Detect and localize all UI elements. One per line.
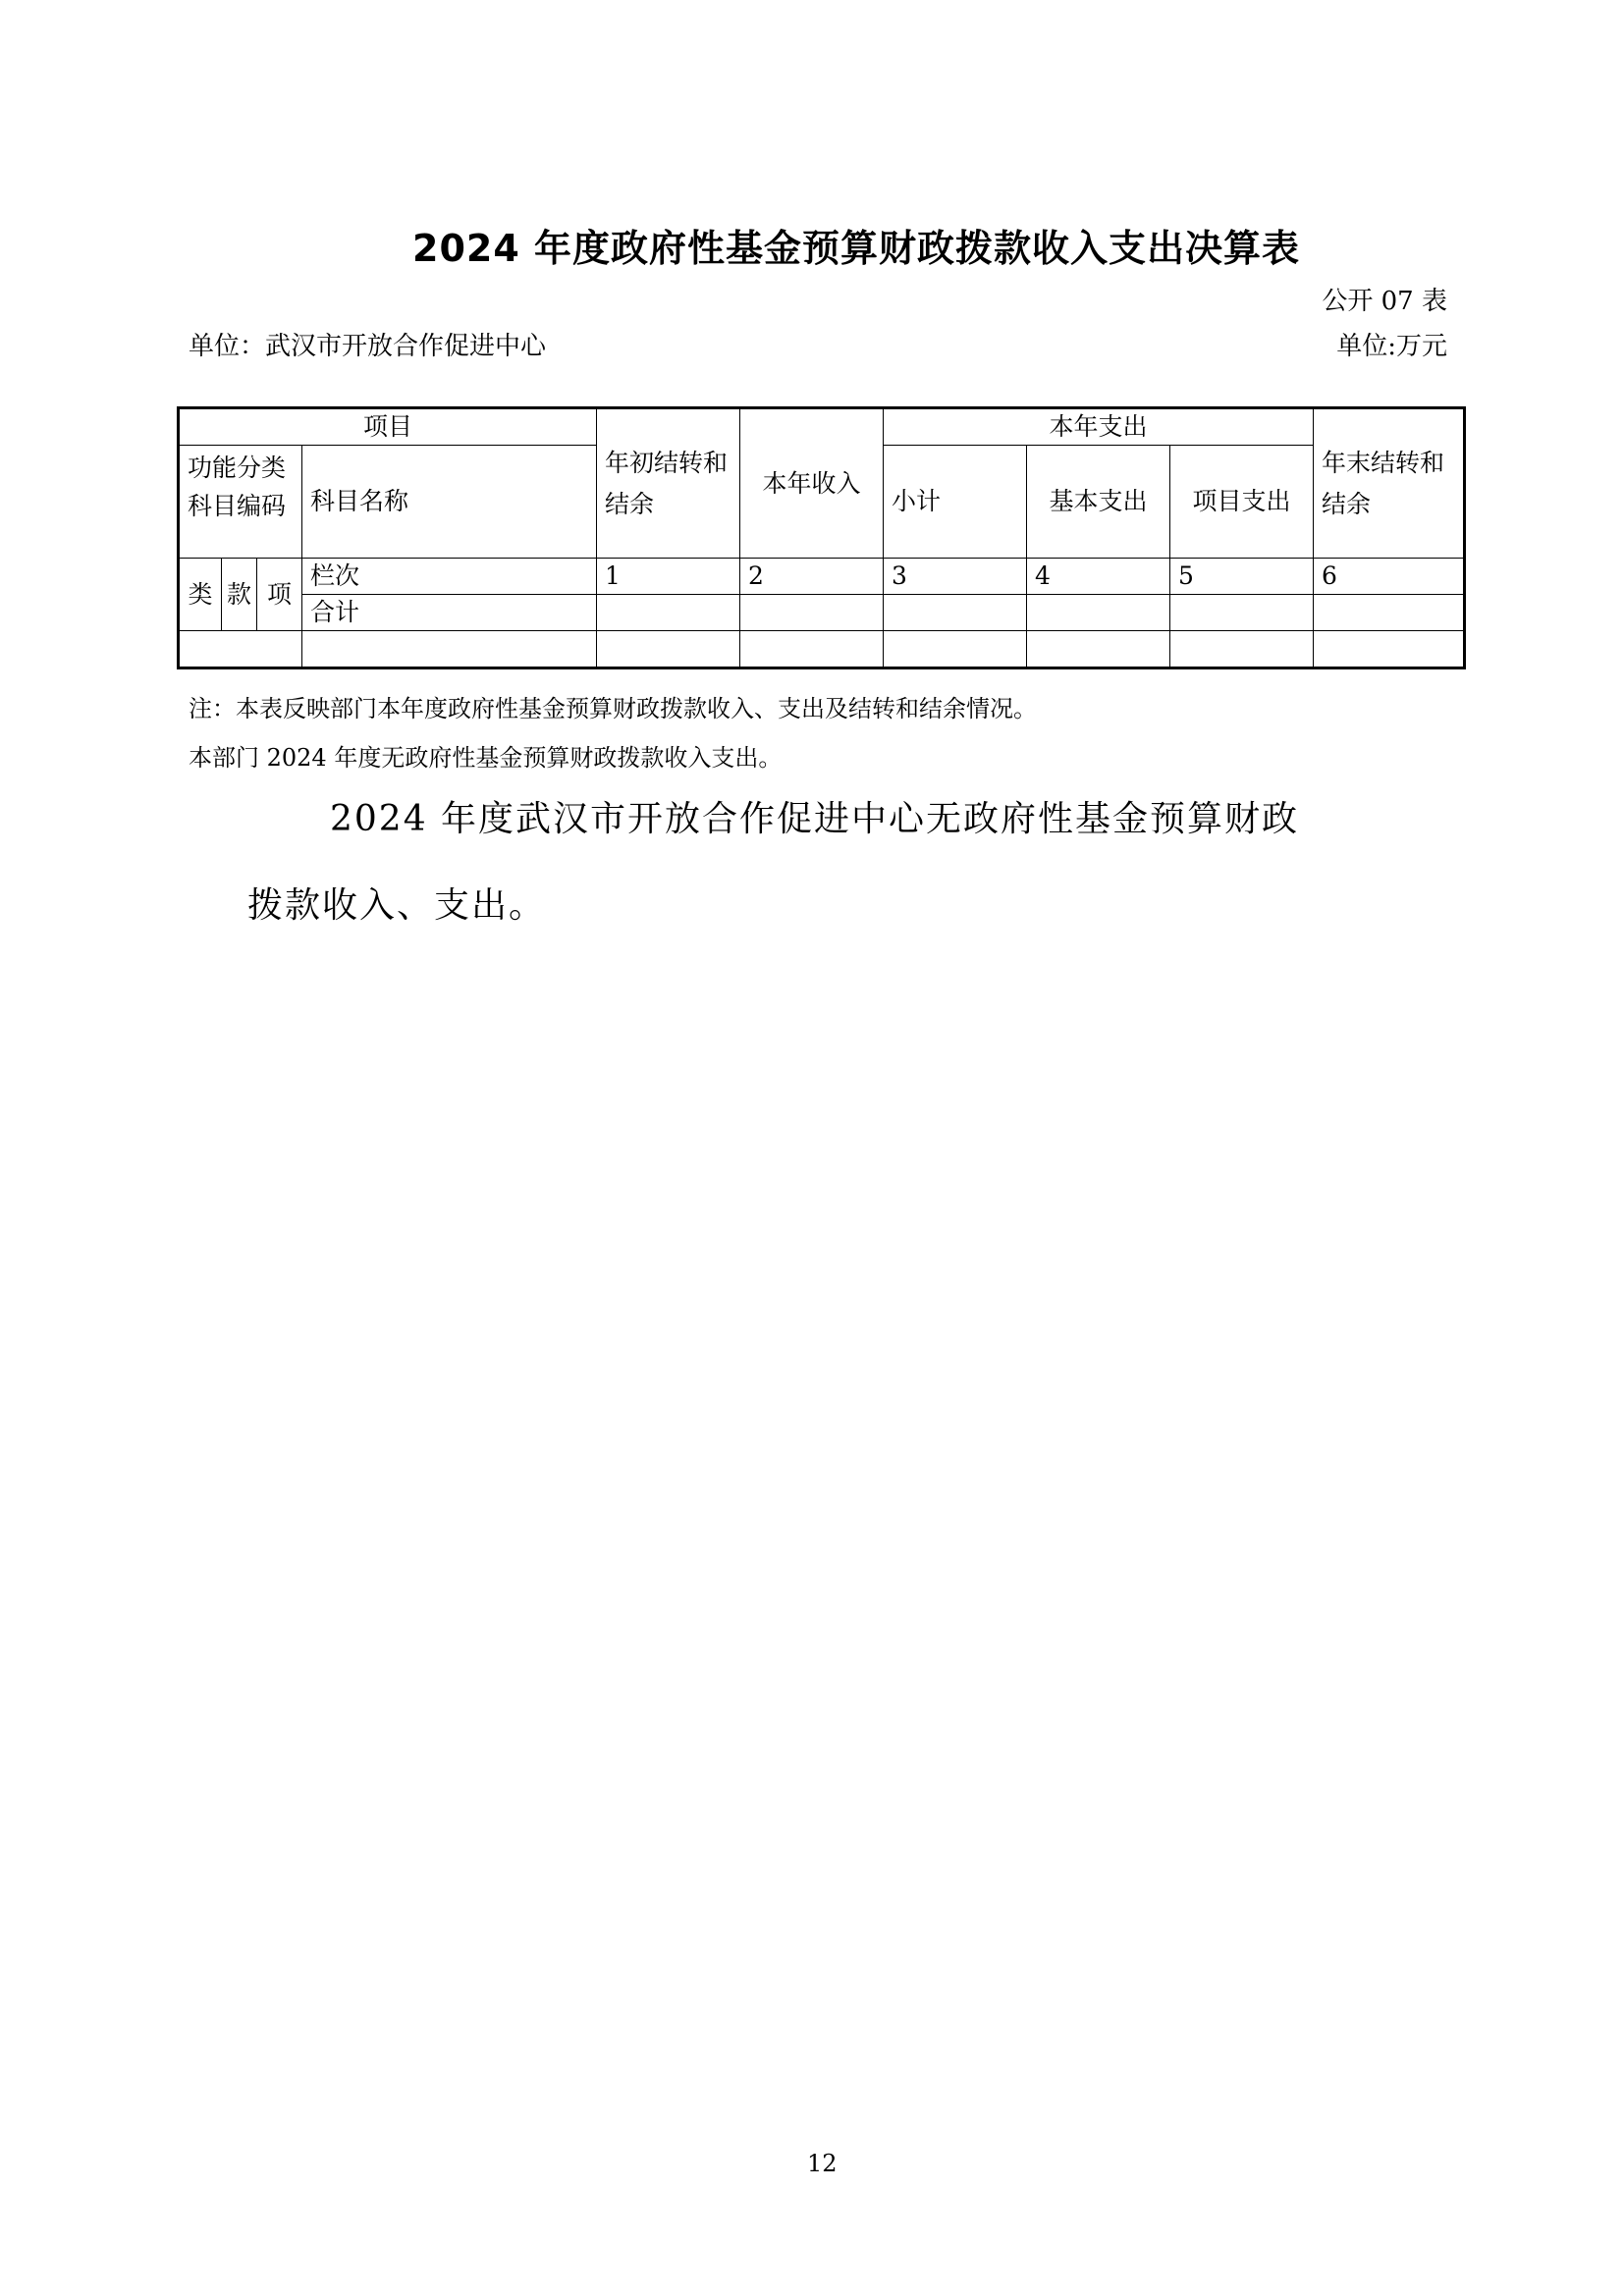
- total-label: 合计: [302, 595, 597, 631]
- row-index-label: 栏次: [302, 559, 597, 595]
- header-kuan: 款: [222, 559, 257, 631]
- row-index-cell: 1: [597, 559, 740, 595]
- empty-cell: [1314, 631, 1465, 668]
- total-cell: [1314, 595, 1465, 631]
- document-title: 2024 年度政府性基金预算财政拨款收入支出决算表: [412, 227, 1300, 270]
- total-cell: [740, 595, 884, 631]
- header-carryover-begin: 年初结转和结余: [597, 408, 740, 559]
- table-index-row: [179, 559, 1465, 595]
- empty-cell: [597, 631, 740, 668]
- row-index-cell: 3: [884, 559, 1027, 595]
- form-number: 公开 07 表: [1322, 287, 1447, 316]
- table-note-no-data: 本部门 2024 年度无政府性基金预算财政拨款收入支出。: [189, 744, 783, 772]
- currency-unit: 单位:万元: [1336, 332, 1447, 361]
- total-cell: [597, 595, 740, 631]
- table-empty-row: [179, 631, 1465, 668]
- header-expense-group: 本年支出: [884, 408, 1314, 446]
- empty-cell: [1027, 631, 1170, 668]
- row-index-cell: 6: [1314, 559, 1465, 595]
- table-total-row: [179, 595, 1465, 631]
- empty-cell: [884, 631, 1027, 668]
- total-cell: [1027, 595, 1170, 631]
- total-cell: [1170, 595, 1314, 631]
- row-index-cell: 5: [1170, 559, 1314, 595]
- statement-line-2: 拨款收入、支出。: [247, 885, 547, 926]
- header-code-group: [179, 446, 302, 559]
- organization-unit: 单位：武汉市开放合作促进中心: [189, 332, 547, 361]
- total-cell: [884, 595, 1027, 631]
- header-item: 项目: [179, 408, 597, 446]
- row-index-cell: 4: [1027, 559, 1170, 595]
- header-carryover-end: 年末结转和结余: [1314, 408, 1465, 559]
- header-income: 本年收入: [740, 408, 884, 559]
- statement-line-1: 2024 年度武汉市开放合作促进中心无政府性基金预算财政: [330, 799, 1300, 839]
- empty-cell: [302, 631, 597, 668]
- header-code-group-text: 功能分类科目编码: [188, 454, 287, 520]
- empty-cell: [740, 631, 884, 668]
- page-number: 12: [807, 2150, 838, 2177]
- table-header-row-1: [179, 408, 1465, 446]
- header-lei: 类: [179, 559, 222, 631]
- header-subtotal: 小计: [884, 446, 1027, 559]
- empty-cell: [179, 631, 302, 668]
- row-index-cell: 2: [740, 559, 884, 595]
- table-note: 注：本表反映部门本年度政府性基金预算财政拨款收入、支出及结转和结余情况。: [189, 695, 1037, 722]
- header-basic-expense: 基本支出: [1027, 446, 1170, 559]
- budget-table: [177, 406, 1466, 669]
- header-subject-name: 科目名称: [302, 446, 597, 559]
- header-project-expense: 项目支出: [1170, 446, 1314, 559]
- empty-cell: [1170, 631, 1314, 668]
- header-xiang: 项: [257, 559, 302, 631]
